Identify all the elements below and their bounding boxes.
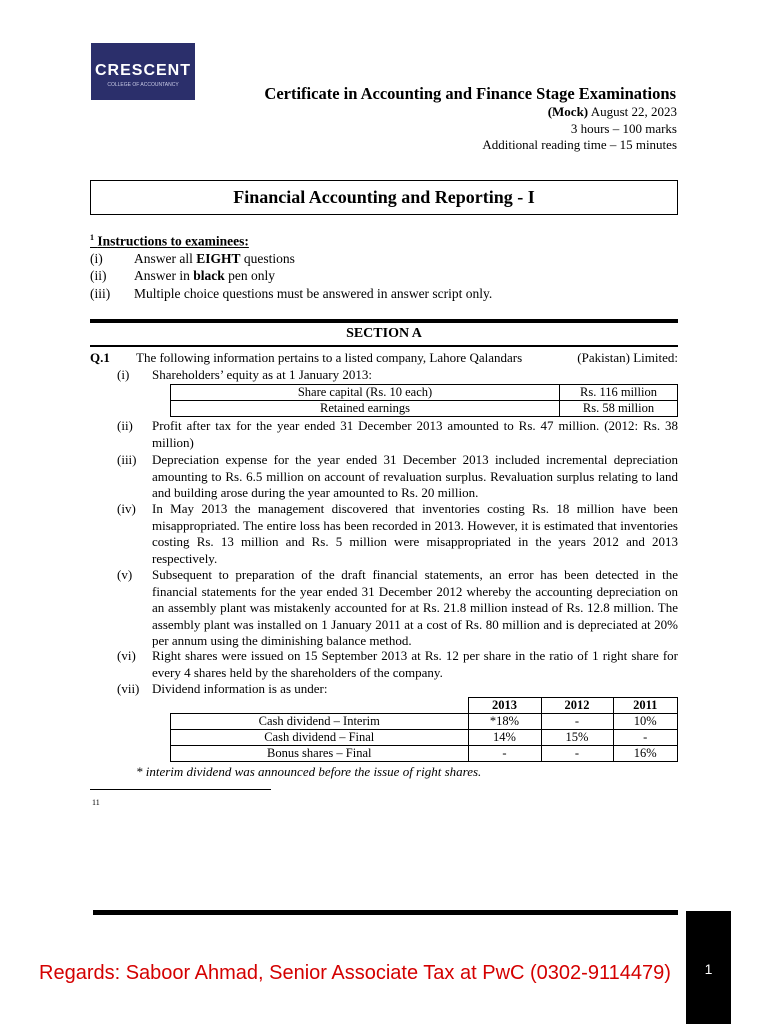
column-header: 2011 bbox=[613, 698, 678, 714]
item-text: Dividend information is as under: bbox=[152, 681, 328, 696]
footnote-divider bbox=[90, 789, 271, 790]
exam-title: Certificate in Accounting and Finance Stage Examinations bbox=[264, 84, 676, 103]
table-cell: 15% bbox=[541, 730, 613, 746]
table-cell: Bonus shares – Final bbox=[171, 746, 469, 762]
footnote-mark: 11 bbox=[92, 798, 100, 807]
item-number: (v) bbox=[117, 567, 133, 582]
item-text: Depreciation expense for the year ended 31 December 2013 included incremental depreciation amounting to Rs. 6.5 million on account of revaluation surplus. Revaluation surplus relating to land and building arose during the year amounted to Rs. 20 million. bbox=[152, 452, 678, 500]
logo-tagline: COLLEGE OF ACCOUNTANCY bbox=[107, 82, 179, 88]
question-label: Q.1 bbox=[90, 350, 110, 365]
item-text: Shareholders’ equity as at 1 January 2013: bbox=[152, 367, 372, 382]
table-cell: Share capital (Rs. 10 each) bbox=[171, 385, 560, 401]
item-text: Subsequent to preparation of the draft financial statements, an error has been detected in the financial statements for the year ended 31 December 2012 whereby the accounting depreciation on an assembly plant was mistakenly accounted for at Rs. 21.8 million instead of Rs. 12.8 million. The assembly plant was installed on 1 January 2011 at a cost of Rs. 80 million and is depreciated at 20% per annum using the diminishing balance method. bbox=[152, 567, 678, 648]
exam-duration: 3 hours – 100 marks bbox=[570, 121, 677, 136]
instruction-item: (ii) Answer in black pen only bbox=[90, 268, 276, 283]
table-cell: 10% bbox=[613, 714, 678, 730]
item-text: Profit after tax for the year ended 31 December 2013 amounted to Rs. 47 million. (2012: Rs. 38 million) bbox=[152, 418, 678, 450]
footer-rule bbox=[93, 910, 678, 915]
item-text: In May 2013 the management discovered that inventories costing Rs. 18 million have been misappropriated. The entire loss has been recorded in 2013. However, it is estimated that inventories costing Rs. 13 million and Rs. 5 million were misappropriated in the years 2012 and 2013 respectively. bbox=[152, 501, 678, 566]
table-cell: - bbox=[613, 730, 678, 746]
exam-date bbox=[548, 104, 677, 120]
instructions-heading: $^1$ Instructions to examinees: bbox=[90, 233, 249, 249]
table-cell: 16% bbox=[613, 746, 678, 762]
table-row bbox=[171, 730, 678, 746]
reading-time: Additional reading time – 15 minutes bbox=[482, 137, 677, 152]
item-number: (iii) bbox=[117, 452, 137, 467]
paper-title: Financial Accounting and Reporting - I bbox=[90, 180, 678, 215]
crescent-logo bbox=[91, 43, 195, 100]
table-cell: Retained earnings bbox=[171, 401, 560, 417]
table-cell: Cash dividend – Interim bbox=[171, 714, 469, 730]
footnote-ref: 1 bbox=[90, 233, 94, 242]
page-number-box bbox=[686, 911, 731, 1024]
item-number: (vii) bbox=[117, 681, 140, 696]
mock-label: (Mock) bbox=[547, 104, 589, 119]
section-rule-bottom bbox=[90, 345, 678, 347]
dividend-note: * interim dividend was announced before the issue of right shares. bbox=[136, 764, 482, 779]
instruction-item: (i) Answer all EIGHT questions bbox=[90, 251, 295, 266]
equity-table bbox=[170, 384, 678, 417]
table-header-row bbox=[171, 698, 678, 714]
item-number: (vi) bbox=[117, 648, 136, 663]
item-number: (i) bbox=[117, 367, 130, 382]
table-cell: *18% bbox=[468, 714, 541, 730]
table-cell: Cash dividend – Final bbox=[171, 730, 469, 746]
page-number: 1 bbox=[704, 961, 713, 977]
exam-date-value: August 22, 2023 bbox=[590, 104, 677, 119]
dividend-table bbox=[170, 697, 678, 762]
table-cell: Rs. 58 million bbox=[560, 401, 678, 417]
column-header: 2012 bbox=[541, 698, 613, 714]
instruction-item: (iii) Multiple choice questions must be answered in answer script only. bbox=[90, 286, 493, 301]
logo-name: CRESCENT bbox=[94, 62, 191, 79]
item-number: (ii) bbox=[117, 418, 133, 433]
question-intro: The following information pertains to a listed company, Lahore Qalandars (Pakistan) Limited: bbox=[136, 350, 678, 365]
table-cell: - bbox=[541, 714, 613, 730]
table-row bbox=[171, 401, 678, 417]
item-number: (iv) bbox=[117, 501, 136, 516]
table-cell: 14% bbox=[468, 730, 541, 746]
table-row bbox=[171, 385, 678, 401]
table-row bbox=[171, 714, 678, 730]
column-header: 2013 bbox=[468, 698, 541, 714]
section-title: SECTION A bbox=[346, 326, 422, 341]
table-cell: - bbox=[468, 746, 541, 762]
section-rule-top bbox=[90, 319, 678, 323]
item-text: Right shares were issued on 15 September 2013 at Rs. 12 per share in the ratio of 1 right share for every 4 shares held by the shareholders of the company. bbox=[152, 648, 678, 680]
table-row bbox=[171, 746, 678, 762]
table-cell: Rs. 116 million bbox=[560, 385, 678, 401]
regards-text: Regards: Saboor Ahmad, Senior Associate Tax at PwC (0302-9114479) bbox=[39, 962, 671, 984]
table-cell: - bbox=[541, 746, 613, 762]
